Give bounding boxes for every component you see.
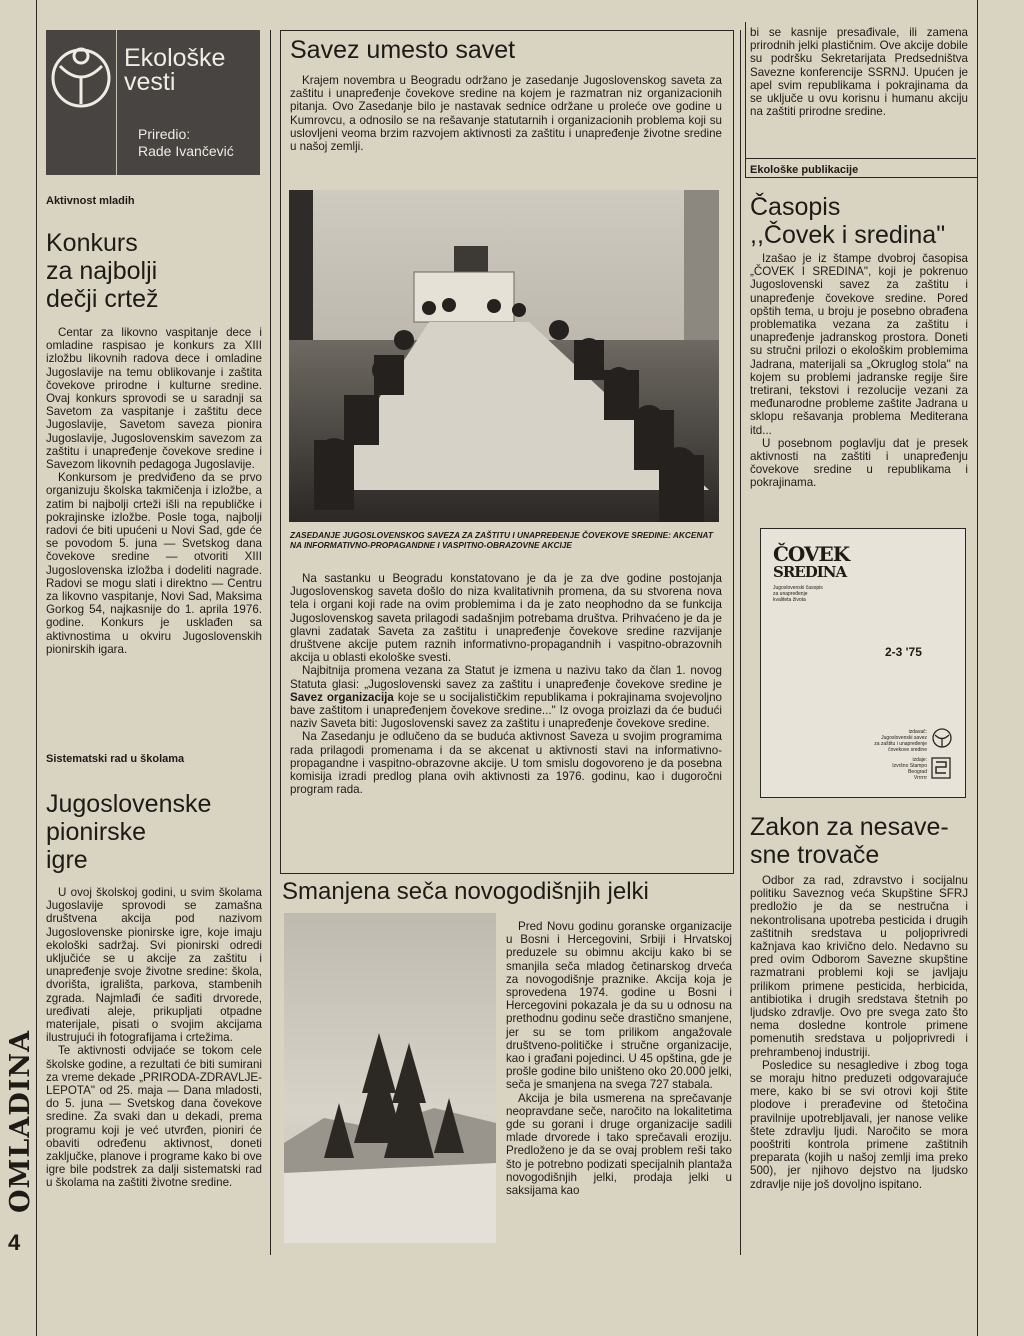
photo-caption: ZASEDANJE JUGOSLOVENSKOG SAVEZA ZA ZAŠTITU I UNAPREĐENJE ČOVEKOVE SREDINE: AKCENAT NA INFORMATIVNO-PROPAGANDNE I VASPITNO-OBRAZOVNE AKCIJE [290,530,713,550]
headline-casopis [750,193,945,249]
cover-small-line: Izvršno Stampo [892,763,927,769]
banner-title-line1: Ekološke [124,44,226,72]
headline-line: Časopis [750,193,841,221]
paragraph: Konkursom je predviđeno da se prvo organizuju školska takmičenja i izložbe, a zatim bi najbolji crteži išli na republičke i pokrajinske izložbe. Posle toga, najbolji radovi će biti upućeni u Novi Sad, gde će se povodom 5. juna — Svetskog dana čovekove sredine — otvoriti XIII Jugoslovenska izložba i dodeliti nagrade. Radovi se mogu slati i direktno — Centru za likovno vaspitanje, Novi Sad, Maksima Gorkog 54, najkasnije do 1. aprila 1976. godine. Konkurs je usklađen sa aktivnostima u okviru Jugoslovenskih pionirskih igara. [46,471,262,656]
headline-savez: Savez umesto savet [290,36,516,64]
headline-line: ,,Čovek i sredina" [750,221,946,249]
article-zakon-body [750,874,968,1191]
paragraph: U posebnom poglavlju dat je presek aktivnosti na zaštiti i unapređenju čovekove sredine u republikama i pokrajinama. [750,436,968,490]
logo-panel [46,30,117,175]
cover-subtitle [773,585,823,603]
cover-small-line: Jugoslovenski savez [881,735,927,741]
cover-small-line: za unapređenje [773,591,808,597]
cover-small-line: Jugoslovenski časopis [773,585,823,591]
bold-term: Savez organizacija [290,690,394,704]
cover-small-line: kvaliteta života [773,597,806,603]
headline-line: dečji crtež [46,285,159,313]
paragraph [290,664,722,730]
section-banner [46,30,260,175]
outer-rule-left [36,0,37,1336]
headline-line: pionirske [46,818,147,846]
magazine-cover [760,528,966,798]
headline-line: Jugoslovenske [46,790,212,818]
banner-title-line2: vesti [124,68,176,96]
paragraph: Izašao je iz štampe dvobroj časopisa „ČOVEK I SREDINA", koji je pokrenuo Jugoslovenski savez za zaštitu i unapređenje čovekove sredine. Pored opštih tema, u broju je posebno obrađena problematika vezana za zaštitu i unapređenje jadranskog prostora. Doneti su stručni prilozi o ekološkim problemima Jadrana, materijali sa „Okruglog stola" na kojem su problemi jadranske regije šire tretirani, tekstovi i rezolucije vezani za međunarodne probleme zaštite Jadrana u sklopu rešavanja problema Mediterana itd... [750,252,968,437]
kicker-ekoloske-publikacije: Ekološke publikacije [750,164,859,176]
banner-title [124,46,225,94]
headline-pionirske-igre [46,790,211,874]
article-casopis-body [750,252,968,490]
headline-line: Konkurs [46,229,138,257]
cover-small-line: izdaje: [912,757,927,763]
page-number: 4 [8,1230,21,1255]
paragraph: Te aktivnosti odvijaće se tokom cele školske godine, a rezultati će biti sumirani za vreme dekade „PRIRODA-ZDRAVLJE-LEPOTA" od 25. maja — Dana mladosti, do 5. juna — Svetskog dana čovekove sredine. Za svaki dan u dekadi, prema programu koji je već utvrđen, pioniri će obaviti određenu aktivnost, doneti zaključke, planove i programe kako bi ove igre bile podstrek za dalji sistematski rad u školama na zaštiti životne sredine. [46,1044,262,1190]
printer-mark-icon [931,757,951,779]
article-jelki-continued: bi se kasnije presađivale, ili zamena prirodnih jelki plastičnim. Ove akcije dobile su podršku Sekretarijata Predsedništva Savezne konferencije SSRNJ. Upućen je apel svim republikama i pokrajinama da se uključe u ovu korisnu i humanu akciju na zaštiti prirodne sredine. [750,26,968,119]
cover-title-line2: SREDINA [773,563,847,581]
ecology-logo-icon [46,36,116,116]
outer-rule-right [977,0,978,1336]
headline-line: igre [46,846,88,874]
paragraph: Centar za likovno vaspitanje dece i omladine raspisao je konkurs za XIII izložbu likovnih radova dece i omladine Jugoslavije na temu oblikovanje i zaštita čovekove prirodne i kulturne sredine. Ovaj konkurs sprovodi se u saradnji sa Savetom za vaspitanje i zaštitu dece Jugoslavije, Savetom saveza pionira Jugoslavije, Jugoslovenskim savezom za zaštitu i unapređenje čovekove sredine i Savezom likovnih pedagoga Jugoslavije. [46,326,262,472]
article-savez-body [290,572,722,796]
spine-label [3,1029,36,1225]
article-savez-lead: Krajem novembra u Beogradu održano je zasedanje Jugoslovenskog saveta za zaštitu i unapređenje čovekove sredine na kojem je razmatran niz organizacionih pitanja. Ovo Zasedanje bilo je nastavak sednice održane u proleće ove godine u Kumrovcu, a odnosilo se na rešavanje statutarnih i organizacionih problema koji su uslovljeni veoma brzim razvojem aktivnosti za zaštitu i unapređenje životne sredine u našoj zemlji. [290,74,722,154]
paragraph: Odbor za rad, zdravstvo i socijalnu politiku Saveznog veća Skupštine SFRJ predložio je da se nestručna i nekontrolisana upotreba pesticida i drugih zaštitnih sredstava u poljoprivredi kažnjava kao krivično delo. Nedavno su pred ovim Odborom Savezne skupštine razmatrani problemi koji se javljaju prilikom primene pesticida, herbicida, antibiotika i drugih sredstava štetnih po ljudsko zdravlje. Ovo pre svega zato što nema dosledne kontrole primene pomenutih sredstava u poljoprivredi i prehrambenoj industriji. [750,874,968,1059]
meeting-photo [289,190,719,522]
paragraph: Pred Novu godinu goranske organizacije u Bosni i Hercegovini, Srbiji i Hrvatskoj preduzele su obimnu akciju kako bi se smanjila seča mladog četinarskog drveća za novogodišnje praznike. Akcija koja je sprovedena 1974. godine u Bosni i Hercegovini pokazala je da su u odnosu na prethodnu godinu seče drastično smanjene, jer su se tom prilikom angažovale društveno-političke i stručne organizacije, kao i građani pojedinci. U 45 opština, gde je prošle godine bilo uništeno oko 20.000 jelki, seča je smanjena na svega 727 stabala. [506,920,732,1092]
cover-publisher [845,729,927,753]
banner-editor [138,126,234,160]
text-span: koje se u socijalističkim republikama i pokrajinama svojevoljno bave zaštitom i unapređenjem čovekove sredine..." Iz ovoga proizlazi da će budući naziv Saveta biti: Jugoslovenski savez za zaštitu i unapređenje čovekove sredine. [290,690,722,731]
kicker-aktivnost-mladih: Aktivnost mladih [46,195,135,207]
paragraph: Na Zasedanju je odlučeno da se buduća aktivnost Saveza u svojim programima rada prilagodi promenama i da se akcenat u aktivnosti stavi na informativno-propagandne i vaspitno-obrazovne akcije. U tom smislu dogovoreno je da posebna komisija izradi predlog plana ovih aktivnosti za 1976. godinu, kao i dugoročni program rada. [290,730,722,797]
column-rule-1 [270,30,271,1255]
paragraph: U ovoj školskoj godini, u svim školama Jugoslavije sprovodi se zamašna društvena akcija pod nazivom Jugoslovenske pionirske igre, koje imaju ekološki sadržaj. Svi pionirski odredi uključiće se u akcije za zaštitu i unapređenje svoje životne sredine: škola, dvorišta, igrališta, parkova, stambenih zgrada. Najmlađi će sađiti drvorede, uređivati aleje, prikupljati otpadne materijale, pisati o svojim akcijama ilustrujući ih fotografijama i crtežima. [46,886,262,1045]
cover-small-line: Vrrrrrr [913,775,927,781]
cover-small-line: čovekove sredine [888,747,927,753]
cover-small-line: Beograd [908,769,927,775]
headline-line: sne trovače [750,841,880,869]
cover-title [773,542,850,581]
cover-issue: 2-3 '75 [885,645,922,659]
article-jelki-body [506,920,732,1197]
column-rule-2 [740,30,741,1255]
article-konkurs-body [46,326,262,656]
snowy-fir-photo-image [284,913,496,1243]
editor-label: Priredio: [138,126,191,142]
spine-text: OMLADINA [5,1029,36,1213]
cover-small-line: za zaštitu i unapređenje [874,741,927,747]
text-span: Najbitnija promena vezana za Statut je izmena u nazivu tako da član 1. novog Statuta glasi: „Jugoslovenski savez za zaštitu i unapređenje čovekove sredine je [290,664,722,691]
headline-konkurs [46,229,159,313]
meeting-photo-image [289,190,719,522]
cover-logo-icon [931,727,953,749]
paragraph: Akcija je bila usmerena na sprečavanje neopravdane seče, naročito na lokalitetima gde su gorani i druge organizacije sadili mlade drvorede i tako sprečavali eroziju. Predloženo je da se ovaj problem reši tako što je potrebno podizati specijalnih plantaža novogodišnjih jelki, prodaja jelki u saksijama kao [506,1091,732,1198]
paragraph: Posledice su nesagledive i zbog toga se moraju hitno preduzeti odgovarajuće mere, kako bi se svi otrovi koji štite plodove i prerađevine od štetočina pravilnije upotrebljavali, jer nanose velike štete zdravlju ljudi. Naročito se mora pooštriti kontrola primene zaštitnih preparata (kojih u našoj zemlji ima preko 500), jer njihovo dejstvo na ljudsko zdravlje nije još dovoljno ispitano. [750,1058,968,1191]
separator-rule [745,158,976,159]
headline-line: za najbolji [46,257,158,285]
paragraph: Na sastanku u Beogradu konstatovano je da je za dve godine postojanja Jugoslovenskog saveta došlo do niza kvalitativnih promena, da su stvorena nova tela i organi koji rade na ovim problemima i da je zato neophodno da se funkcija Jugoslovenskog saveta prilagodi sadašnjim potrebama društva. Prihvaćeno je da je glavni zadatak Saveta za zaštitu i unapređenje čovekove sredine razvijanje društvene akcije putem raznih informativno-propagandnih i vaspitno-obrazovnih akcija u oblasti ekološke svesti. [290,572,722,665]
editor-name: Rade Ivančević [138,143,234,159]
article-pionirske-body [46,886,262,1190]
cover-title-line1: ČOVEK [773,542,850,566]
winter-tree-photo [284,913,496,1243]
headline-line: Zakon za nesave- [750,813,949,841]
cover-small-line: izdavač: [908,729,927,735]
headline-zakon [750,813,949,869]
cover-printer [845,757,927,781]
kicker-sistematski-rad: Sistematski rad u školama [46,753,185,765]
headline-smanjena-seca: Smanjena seča novogodišnjih jelki [282,878,649,905]
